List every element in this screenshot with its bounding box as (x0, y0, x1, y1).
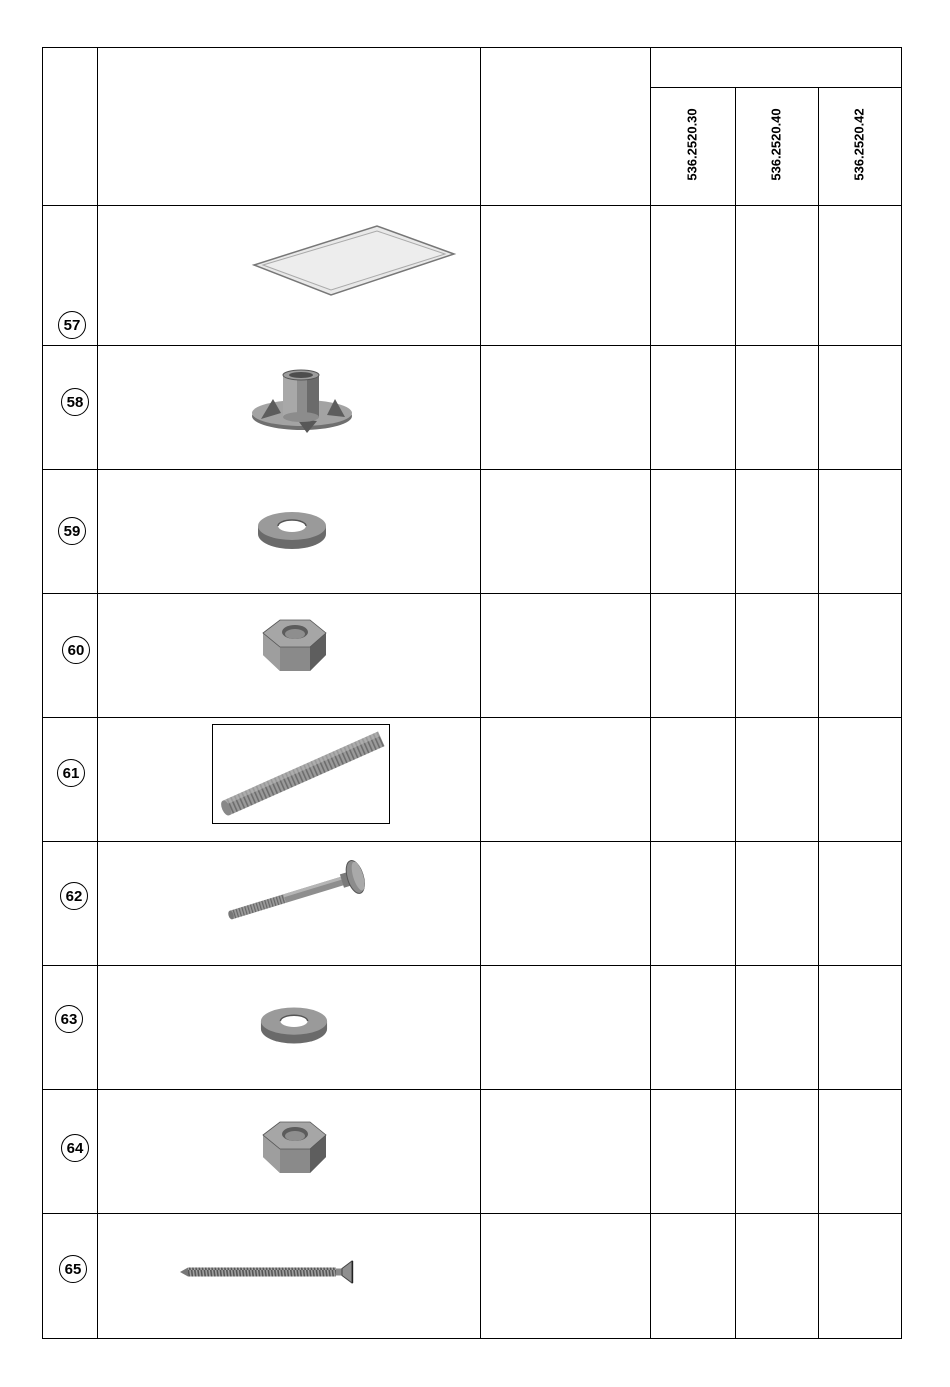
row-divider (42, 345, 902, 346)
variant-header: 536.2520.30 (684, 108, 700, 181)
row-divider (42, 717, 902, 718)
washer-icon (259, 1004, 329, 1046)
table-border-right (901, 47, 902, 1339)
plate-icon (251, 223, 457, 299)
part-number-badge: 62 (60, 882, 88, 910)
header-bottom-line (42, 205, 902, 206)
part-number-badge: 57 (58, 311, 86, 339)
column-divider (735, 87, 736, 1339)
variant-header: 536.2520.42 (851, 108, 867, 181)
washer-icon (256, 509, 328, 551)
carriage-bolt-icon (225, 859, 385, 925)
row-divider (42, 965, 902, 966)
part-number-badge: 63 (55, 1005, 83, 1033)
part-number-badge: 65 (59, 1255, 87, 1283)
hex-nut-icon (260, 617, 330, 675)
part-number-badge: 64 (61, 1134, 89, 1162)
column-divider (97, 47, 98, 1339)
part-number-badge: 61 (57, 759, 85, 787)
variant-header: 536.2520.40 (768, 108, 784, 181)
table-border-top (42, 47, 902, 48)
column-divider (480, 47, 481, 1339)
tee-nut-icon (247, 369, 357, 435)
row-divider (42, 593, 902, 594)
part-number-badge: 59 (58, 517, 86, 545)
row-divider (42, 469, 902, 470)
threaded-rod-icon (212, 724, 390, 824)
row-divider (42, 1213, 902, 1214)
row-divider (42, 1089, 902, 1090)
table-border-left (42, 47, 43, 1339)
parts-table (42, 47, 902, 1339)
column-divider (650, 47, 651, 1339)
part-number-badge: 60 (62, 636, 90, 664)
column-divider (818, 87, 819, 1339)
part-number-badge: 58 (61, 388, 89, 416)
wood-screw-icon (178, 1258, 358, 1286)
table-border-bottom (42, 1338, 902, 1339)
hex-nut-icon (260, 1119, 330, 1177)
row-divider (42, 841, 902, 842)
